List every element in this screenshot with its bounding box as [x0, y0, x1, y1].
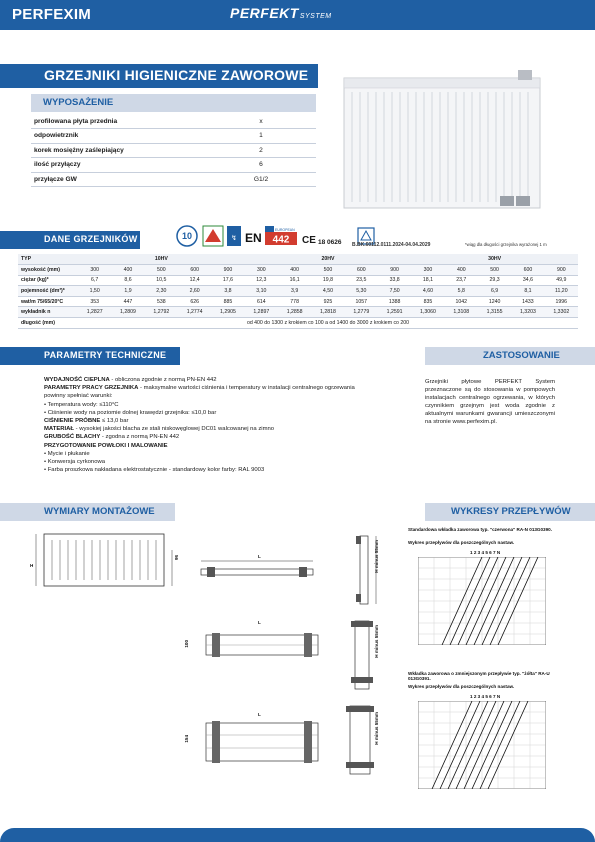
cell: 600	[345, 265, 378, 276]
cell: 1,3108	[445, 307, 478, 318]
dim-l-label-2: L	[258, 620, 261, 625]
brand-perfekt-logo	[230, 5, 332, 21]
cell: 8,6	[111, 275, 144, 286]
table-row	[18, 254, 578, 265]
flow-chart-bottom	[418, 701, 546, 789]
cell: 34,6	[511, 275, 544, 286]
cell: 1,3203	[511, 307, 544, 318]
cell: 600	[511, 265, 544, 276]
param-text: - wysokiej jakości blacha ze stali niskowęglowej DC01 walcowanej na zimno	[74, 426, 275, 433]
param-text: - zgodna z normą PN-EN 442	[100, 434, 180, 441]
param-text: ≤ 13,0 bar	[100, 418, 129, 425]
flow-bottom-settings: 1 2 3 4 5 6 7 N	[470, 694, 501, 699]
cell: 400	[445, 265, 478, 276]
cell: 447	[111, 296, 144, 307]
top-bar	[0, 0, 595, 30]
equipment-value: x	[206, 114, 316, 129]
params-line	[44, 417, 414, 425]
cell: 19,8	[311, 275, 344, 286]
cell: 835	[411, 296, 444, 307]
en-norm-number: 442	[272, 234, 290, 246]
table-row	[31, 172, 316, 187]
en-norm-label: EN	[245, 231, 262, 245]
param-text: • Ciśnienie wody na poziomie dolnej krawędzi grzejnika: ≤10,0 bar	[44, 409, 217, 416]
footer-bar	[0, 828, 595, 842]
ce-label: CE	[302, 235, 316, 246]
cell: 1,50	[78, 286, 111, 297]
cell: 1,2809	[111, 307, 144, 318]
cell: 11,20	[545, 286, 578, 297]
row-label: pojemność (dm³)*	[18, 286, 78, 297]
cell: 778	[278, 296, 311, 307]
cell: 1,2779	[345, 307, 378, 318]
mount-title: WYMIARY MONTAŻOWE	[44, 506, 155, 517]
param-text: • Temperatura wody: ≤110°C	[44, 401, 119, 408]
param-text: - obliczona zgodnie z normą PN-EN 442	[109, 377, 217, 383]
params-line	[44, 401, 414, 409]
table-row	[31, 158, 316, 173]
cell: 8,1	[511, 286, 544, 297]
cell: 3,9	[278, 286, 311, 297]
cell: 1240	[478, 296, 511, 307]
front-view-brackets-drawing	[195, 555, 320, 600]
cell: 1,2897	[245, 307, 278, 318]
cell: 12,4	[178, 275, 211, 286]
cell: 16,1	[278, 275, 311, 286]
cell: 1,2792	[145, 307, 178, 318]
side-view-drawing-2	[345, 615, 385, 695]
table-row	[18, 307, 578, 318]
cell: 500	[478, 265, 511, 276]
dim-100-label: 100	[184, 640, 189, 648]
cell: 925	[311, 296, 344, 307]
brand-perfexim: PERFEXIM	[12, 6, 92, 23]
dim-h-label: H	[30, 563, 34, 568]
dim-56-label: 56	[174, 555, 179, 561]
params-line	[44, 376, 414, 384]
table-row	[18, 296, 578, 307]
param-text: - maksymalne wartości ciśnienia i temperatury w instalacji centralnego ogrzewania	[138, 385, 355, 392]
table-row	[18, 318, 578, 329]
cell: 1,2905	[211, 307, 244, 318]
cell: 400	[278, 265, 311, 276]
cell: 900	[545, 265, 578, 276]
top-view-drawing-2	[200, 625, 325, 665]
cell: 626	[178, 296, 211, 307]
equipment-label: przyłącze GW	[31, 172, 206, 187]
product-title-band	[0, 64, 318, 88]
params-line	[44, 458, 414, 466]
equipment-label: korek mosiężny zaślepiający	[31, 143, 206, 158]
param-bold: PRZYGOTOWANIE POWŁOKI I MALOWANIE	[44, 442, 168, 449]
equipment-value: G1/2	[206, 172, 316, 187]
cell: 17,6	[211, 275, 244, 286]
cell: 885	[211, 296, 244, 307]
param-bold: PARAMETRY PRACY GRZEJNIKA	[44, 385, 139, 392]
cell: 400	[111, 265, 144, 276]
cell: 12,3	[245, 275, 278, 286]
flow-header	[425, 503, 595, 521]
equipment-value: 1	[206, 129, 316, 144]
cell: 2,60	[178, 286, 211, 297]
table-row	[18, 286, 578, 297]
usage-header	[425, 347, 595, 365]
params-header	[0, 347, 180, 365]
ce-code: 0626	[327, 239, 342, 246]
type-header: TYP	[18, 254, 78, 265]
equipment-table	[31, 114, 316, 187]
cell: 3,8	[211, 286, 244, 297]
cell: 900	[211, 265, 244, 276]
params-title: PARAMETRY TECHNICZNE	[44, 350, 167, 360]
cell: 538	[145, 296, 178, 307]
cell: 600	[178, 265, 211, 276]
radiator-data-table	[18, 254, 578, 329]
cell: 29,3	[478, 275, 511, 286]
cell: 1,2858	[278, 307, 311, 318]
svg-text:↯: ↯	[231, 235, 237, 242]
product-title: GRZEJNIKI HIGIENICZNE ZAWOROWE	[44, 67, 309, 83]
flow-top-settings: 1 2 3 4 5 6 7 N	[470, 550, 501, 555]
cell: 1,2774	[178, 307, 211, 318]
dim-h-minus-label-2: H minus 55mm	[374, 625, 379, 658]
params-text	[44, 376, 414, 474]
cell: 500	[311, 265, 344, 276]
cell: 614	[245, 296, 278, 307]
cell: 1433	[511, 296, 544, 307]
cell: 1,3302	[545, 307, 578, 318]
table-row	[31, 114, 316, 129]
weight-note: *wiąg dla długości grzejnika wyrażonej 1 m	[465, 242, 547, 247]
dim-154-label: 154	[184, 735, 189, 743]
cell: 23,7	[445, 275, 478, 286]
equipment-label: odpowietrznik	[31, 129, 206, 144]
cell: 18,1	[411, 275, 444, 286]
param-bold: GRUBOŚĆ BLACHY	[44, 434, 101, 441]
certificate-id: B.BK.60112.0111.2024-04.04.2029	[352, 242, 431, 248]
cell: 4,50	[311, 286, 344, 297]
row-label: długość (mm)	[18, 318, 78, 329]
table-row	[31, 143, 316, 158]
params-line	[44, 425, 414, 433]
cell: 5,8	[445, 286, 478, 297]
data-section-header	[0, 231, 140, 249]
equipment-label: profilowana płyta przednia	[31, 114, 206, 129]
params-line	[44, 433, 414, 441]
params-line	[44, 384, 414, 392]
cell: 3,10	[245, 286, 278, 297]
ce-number	[318, 239, 342, 246]
equipment-value: 2	[206, 143, 316, 158]
params-line	[44, 409, 414, 417]
cell: 10,5	[145, 275, 178, 286]
cell: 900	[378, 265, 411, 276]
params-line	[44, 442, 414, 450]
cell: od 400 do 1300 z krokiem co 100 a od 1400 do 3000 z krokiem co 200	[78, 318, 578, 329]
certificate-badges	[175, 222, 305, 252]
brand-system-text: SYSTEM	[299, 13, 332, 20]
row-label: ciężar (kg)*	[18, 275, 78, 286]
equipment-header	[31, 94, 316, 112]
param-bold: MATERIAŁ	[44, 426, 74, 433]
cell: 500	[145, 265, 178, 276]
table-row	[18, 265, 578, 276]
top-view-drawing-3	[200, 715, 325, 770]
type-30hv: 30HV	[411, 254, 578, 265]
equipment-title: WYPOSAŻENIE	[43, 97, 114, 108]
cell: 1,3060	[411, 307, 444, 318]
dim-h-minus-label-3: H minus 55mm	[374, 712, 379, 745]
param-bold: WYDAJNOŚĆ CIEPLNA	[44, 377, 110, 383]
cell: 353	[78, 296, 111, 307]
ce-mark	[302, 235, 316, 246]
dim-h-minus-label-1: H minus 55mm	[374, 540, 379, 573]
params-line	[44, 466, 414, 474]
cell: 1,2827	[78, 307, 111, 318]
cell: 1,3155	[478, 307, 511, 318]
flow-chart-top	[418, 557, 546, 645]
type-10hv: 10HV	[78, 254, 245, 265]
params-line	[44, 392, 414, 400]
cell: 1388	[378, 296, 411, 307]
cell: 1,2818	[311, 307, 344, 318]
cell: 1,9	[111, 286, 144, 297]
dim-l-label-3: L	[258, 712, 261, 717]
cell: 1996	[545, 296, 578, 307]
flow-bottom-title: Wkładka zaworowa o zmniejszonym przepływie typ. "żółta" RA-U 013G0391.	[408, 671, 550, 681]
usage-title: ZASTOSOWANIE	[483, 350, 560, 361]
usage-text: Grzejniki płytowe PERFEKT System przeznaczone są do stosowania w pompowych instalacjach centralnego ogrzewania, w których czynnikiem grzejnym jest woda zgodnie z aktualnymi warunkami gwarancji umieszczonymi na stronie www.perfexim.pl.	[425, 379, 555, 425]
equipment-label: ilość przyłączy	[31, 158, 206, 173]
cell: 2,30	[145, 286, 178, 297]
param-text: • Farba proszkowa nakładana elektrostatycznie - standardowy kolor farby: RAL 9003	[44, 467, 265, 474]
param-text: • Mycie i płukanie	[44, 450, 90, 457]
cell: 6,7	[78, 275, 111, 286]
param-bold: CIŚNIENIE PRÓBNE	[44, 418, 101, 425]
front-view-drawing	[30, 530, 190, 600]
row-label: wykładnik n	[18, 307, 78, 318]
param-text: • Konwersja cyrkonowa	[44, 459, 105, 466]
warranty-years: 10	[181, 231, 193, 241]
param-text: powinny spełniać warunki:	[44, 393, 113, 400]
cell: 300	[245, 265, 278, 276]
table-row	[31, 129, 316, 144]
cell: 1,2591	[378, 307, 411, 318]
mount-header	[0, 503, 175, 521]
cell: 7,50	[378, 286, 411, 297]
type-20hv: 20HV	[245, 254, 412, 265]
cell: 23,5	[345, 275, 378, 286]
data-section-title: DANE GRZEJNIKÓW	[44, 234, 138, 244]
flow-top-sub: Wykres przepływów dla poszczególnych nastaw.	[408, 540, 515, 545]
en-european-label: EUROPEAN	[275, 228, 295, 232]
ce-num: 18	[318, 239, 326, 246]
row-label: wysokość (mm)	[18, 265, 78, 276]
flow-title: WYKRESY PRZEPŁYWÓW	[451, 506, 571, 517]
flow-bottom-sub: Wykres przepływów dla poszczególnych nastaw.	[408, 684, 515, 689]
cell: 6,9	[478, 286, 511, 297]
cell: 1057	[345, 296, 378, 307]
flow-top-title: Standardowa wkładka zaworowa typ. "czerwona" RA-N 013G0390.	[408, 527, 553, 532]
table-row	[18, 275, 578, 286]
side-view-drawing-1	[350, 530, 385, 610]
dim-l-label-1: L	[258, 554, 261, 559]
cell: 49,9	[545, 275, 578, 286]
cell: 300	[78, 265, 111, 276]
cell: 5,30	[345, 286, 378, 297]
cell: 1042	[445, 296, 478, 307]
row-label: wat/m 75/65/20°C	[18, 296, 78, 307]
cell: 33,8	[378, 275, 411, 286]
cell: 300	[411, 265, 444, 276]
brand-perfekt-text: PERFEKT	[230, 5, 299, 21]
radiator-product-image	[340, 70, 545, 210]
equipment-value: 6	[206, 158, 316, 173]
cell: 4,60	[411, 286, 444, 297]
params-line	[44, 450, 414, 458]
